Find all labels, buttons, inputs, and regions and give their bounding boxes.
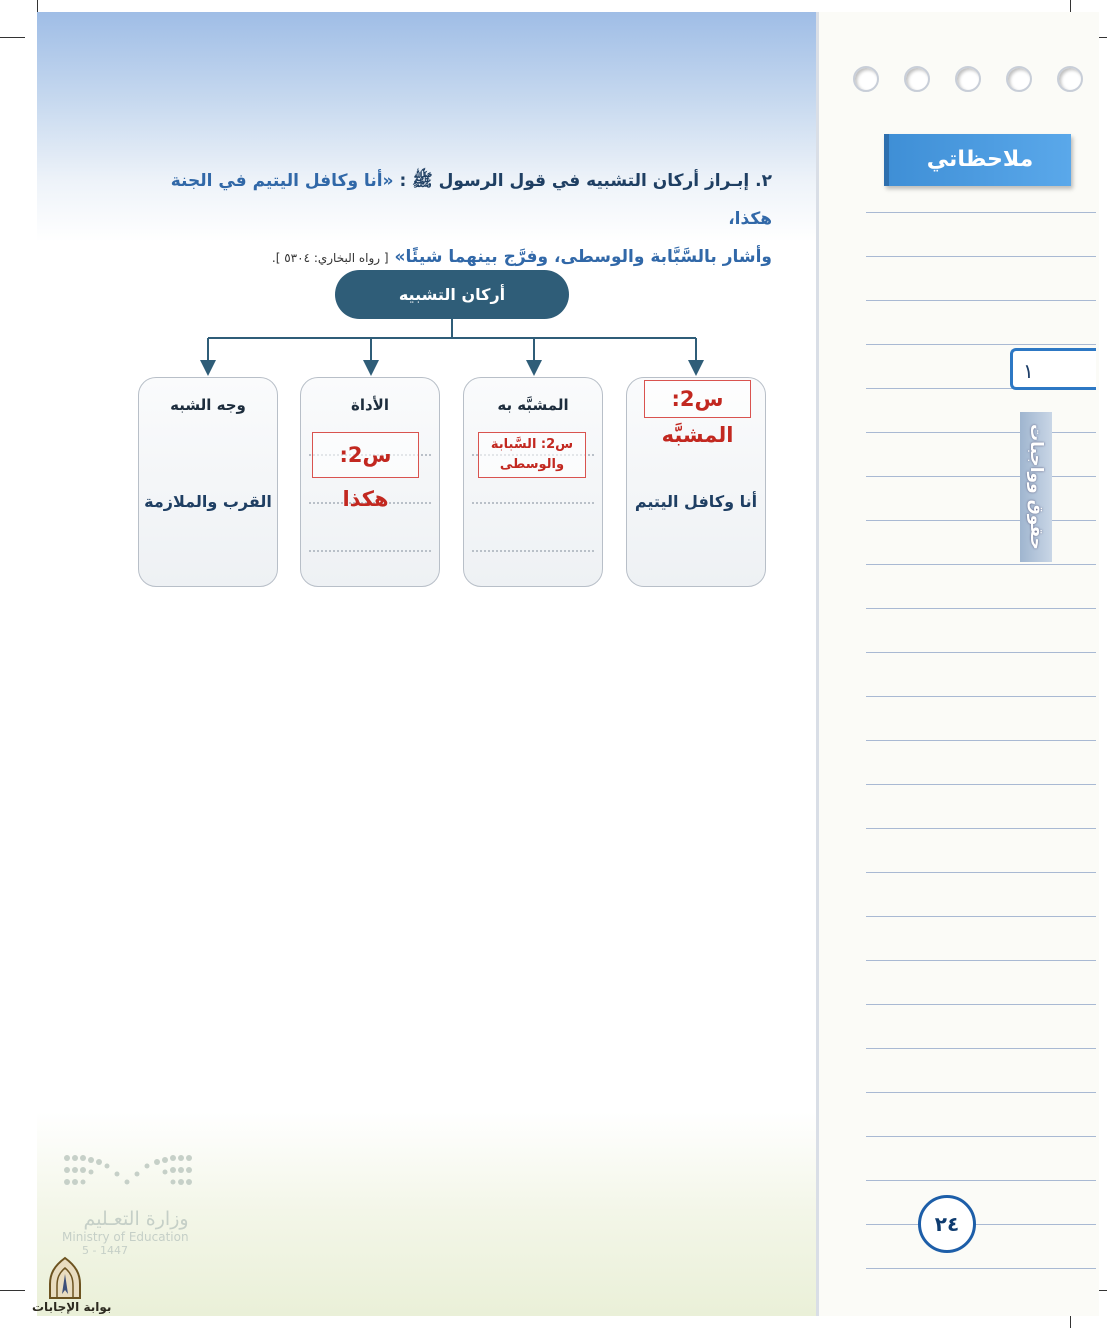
page-number: ٢٤ [918, 1195, 976, 1253]
binder-hole [955, 66, 981, 92]
note-ruled-line [866, 1224, 1096, 1225]
card-answer: أنا وكافل اليتيم [634, 492, 758, 511]
card-title: الأداة [350, 396, 389, 414]
note-ruled-line [866, 1092, 1096, 1093]
note-ruled-line [866, 872, 1096, 873]
ministry-year: 5 - 1447 [82, 1244, 128, 1257]
note-ruled-line [866, 608, 1096, 609]
red-answer-label: س2: المشبَّه [644, 380, 751, 418]
note-ruled-line [866, 1004, 1096, 1005]
unit-number-box: ١ [1010, 348, 1096, 390]
note-ruled-line [866, 696, 1096, 697]
hadith-quote-2: وأشار بالسَّبَّابة والوسطى، وفرَّج بينهما شيئًا» [394, 247, 772, 267]
note-ruled-line [866, 564, 1096, 565]
hadith-quote-1: «أنا وكافل اليتيم في الجنة هكذا، [170, 171, 772, 229]
note-ruled-line [866, 432, 1096, 433]
note-ruled-line [866, 344, 1096, 345]
mosque-logo-icon [44, 1256, 86, 1300]
note-ruled-line [866, 476, 1096, 477]
card-answer: القرب والملازمة [144, 492, 272, 511]
binder-hole [1057, 66, 1083, 92]
card-mushabbah-bih [463, 377, 603, 587]
note-ruled-line [866, 652, 1096, 653]
notes-column [816, 12, 1099, 1316]
ministry-name-en: Ministry of Education [62, 1230, 189, 1244]
red-answer-label: س2: السَّبابة والوسطى [478, 432, 586, 478]
unit-title: حقوق وواجبات [1026, 424, 1046, 550]
note-ruled-line [866, 256, 1096, 257]
card-wajh-alshabah [138, 377, 278, 587]
note-ruled-line [866, 828, 1096, 829]
note-ruled-line [866, 784, 1096, 785]
note-ruled-line [866, 1268, 1096, 1269]
root-label: أركان التشبيه [398, 285, 506, 304]
note-ruled-line [866, 1048, 1096, 1049]
note-ruled-line [866, 740, 1096, 741]
question-lead: ٢. إبـراز أركان التشبيه في قول الرسول ﷺ : [399, 171, 772, 191]
note-ruled-line [866, 1136, 1096, 1137]
hadith-source: [ رواه البخاري: ٥٣٠٤ ]. [271, 251, 389, 265]
card-title: وجه الشبه [170, 396, 246, 414]
site-name: بوابة الإجابات [32, 1300, 112, 1314]
ministry-dots-icon [62, 1150, 202, 1200]
note-ruled-line [866, 300, 1096, 301]
note-ruled-line [866, 520, 1096, 521]
binder-hole [1006, 66, 1032, 92]
answer-dotted-line [472, 550, 594, 552]
note-ruled-line [866, 960, 1096, 961]
binder-hole [904, 66, 930, 92]
ministry-name-ar: وزارة التعـليم [83, 1208, 189, 1230]
note-ruled-line [866, 916, 1096, 917]
unit-title-ribbon [1020, 412, 1052, 562]
note-ruled-line [866, 212, 1096, 213]
answer-dotted-line [472, 502, 594, 504]
binder-hole [853, 66, 879, 92]
note-ruled-line [866, 1180, 1096, 1181]
notes-tab: ملاحظاتي [884, 134, 1071, 186]
card-title: المشبَّه به [497, 396, 569, 414]
red-answer-label: س2: هكذا [312, 432, 419, 478]
answer-dotted-line [309, 550, 431, 552]
ministry-logo [62, 1150, 189, 1257]
